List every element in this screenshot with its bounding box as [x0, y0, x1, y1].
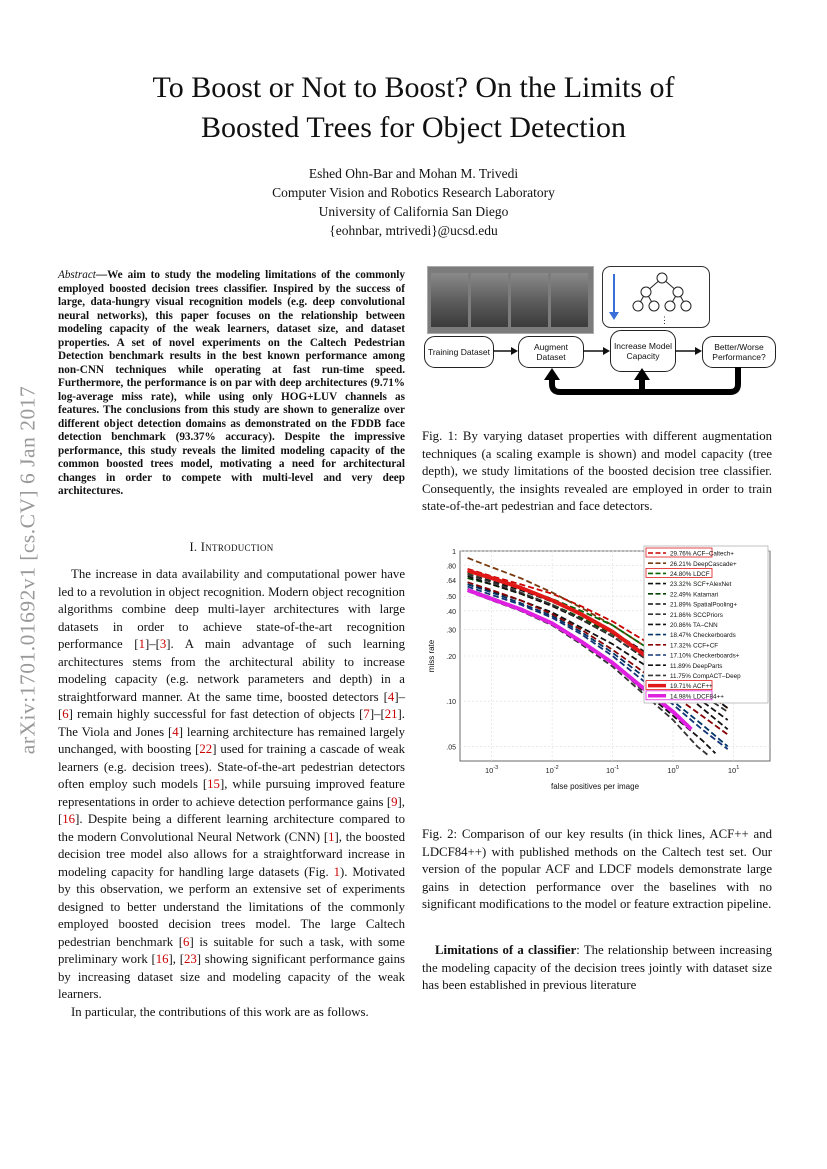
x-tick-label: $10^1$ [727, 765, 740, 775]
affiliation-lab: Computer Vision and Robotics Research Laboratory [272, 185, 555, 200]
thumbnail-image [551, 273, 588, 327]
citation-link[interactable]: 23 [183, 952, 197, 966]
y-tick-label: .40 [446, 608, 456, 616]
abstract-text: —We aim to study the modeling limitations of the commonly employed boosted decision trees classifier. Inspired by the success of large, data-hungry visual recognition models (e.g. deep convolutional neural networks), this paper focuses on the relationship between modeling capacity of the weak learners, dataset size, and dataset properties. A set of novel experiments on the Caltech Pedestrian Detection benchmark results in the best known performance among non-CNN techniques while operating at fast run-time speed. Furthermore, the performance is on par with deep architectures (9.71% log-average miss rate), while using only HOG+LUV channels as features. The conclusions from this study are shown to generalize over different object detection domains as demonstrated on the FDDB face detection benchmark (93.37% accuracy). Despite the impressive performance, this study reveals the limited modeling capacity of the common boosted trees model, motivating a need for architectural changes in order to compete with multi-level and very deep architectures. [58, 269, 405, 497]
limitations-heading: Limitations of a classifier [435, 943, 577, 957]
legend-label: 11.89% DeepParts [670, 662, 723, 670]
citation-link[interactable]: 15 [207, 777, 220, 791]
x-tick-label: $10^{-1}$ [605, 765, 620, 775]
citation-link[interactable]: 4 [172, 724, 179, 739]
title-line-2: Boosted Trees for Object Detection [201, 111, 626, 144]
legend-label: 11.75% CompACT–Deep [670, 673, 741, 680]
y-tick-label: .05 [446, 744, 456, 752]
training-dataset-box: Training Dataset [424, 336, 494, 368]
intro-paragraph-1: The increase in data availability and computational power have led to a revolution in object recognition. Modern object recognition algorithms combine deep multi-layer architectures with large datasets in order to achieve state-of-the-art recognition performance [1]–[3]. A main advantage of such learning architectures stems from the architectural ability to increase modeling capacity (e.g. network parameters and depth) in a straightforward manner. At the same time, boosted detectors [4]–[6] remain highly successful for fast detection of objects [7]–[21]. The Viola and Jones [4] learning architecture has remained largely unchanged, with boosting [22] used for training a cascade of weak learners (e.g. decision trees). State-of-the-art pedestrian detectors often employ such models [15], while pursuing improved feature representations in order to achieve detection performance gains [9], [16]. Despite being a different learning architecture compared to the modern Convolutional Neural Network (CNN) [1], the boosted decision tree model also allows for a straightforward increase in modeling capacity for handling large datasets (Fig. 1). Motivated by this observation, we perform an extensive set of experiments designed to better understand the limitations of the commonly employed boosted decision trees model. The large Caltech pedestrian benchmark [6] is suitable for such a task, with some preliminary work [16], [23] showing significant performance gains by increasing dataset size and modeling capacity of the weak learners. [58, 567, 405, 1001]
pedestrian-thumbnails [427, 266, 594, 334]
figure-2-caption: Fig. 2: Comparison of our key results (in thick lines, ACF++ and LDCF84++) with published methods on the Caltech test set. Our version of the popular ACF and LDCF models demonstrate large gains in detection performance over the baselines with no significant modifications to the model or feature extraction pipeline. [422, 827, 772, 911]
abstract [58, 269, 405, 499]
figure-2-chart [418, 543, 778, 805]
x-tick-label: $10^{-2}$ [545, 765, 559, 775]
citation-link[interactable]: 6 [183, 934, 190, 949]
legend-label: 14.98% LDCF84++ [670, 693, 724, 701]
thumbnail-image [511, 273, 548, 327]
increase-capacity-box: Increase Model Capacity [610, 330, 676, 372]
introduction-body [58, 566, 405, 1021]
section-heading-introduction [58, 540, 405, 555]
augment-dataset-box: Augment Dataset [518, 336, 584, 368]
thumbnail-image [431, 273, 468, 327]
legend-label: 20.86% TA–CNN [670, 622, 718, 629]
citation-link[interactable]: 21 [384, 707, 398, 721]
legend-label: 17.10% Checkerboards+ [670, 652, 740, 660]
y-tick-label: .50 [446, 594, 456, 602]
miss-rate-chart [418, 543, 778, 805]
y-tick-label: .30 [446, 627, 456, 635]
thumbnail-image [471, 273, 508, 327]
svg-text:⋮: ⋮ [660, 315, 669, 325]
y-tick-label: .20 [446, 654, 456, 661]
legend-label: 21.89% SpatialPooling+ [670, 601, 738, 609]
tree-depth-panel [602, 266, 710, 328]
citation-link[interactable]: 1 [328, 829, 335, 844]
x-axis-label: false positives per image [550, 782, 640, 791]
citation-link[interactable]: 1 [138, 637, 145, 651]
abstract-label: Abstract [58, 269, 96, 281]
legend-label: 26.21% DeepCascade+ [670, 560, 737, 568]
y-axis-label: miss rate [427, 639, 436, 673]
intro-paragraph-2: In particular, the contributions of this work are as follows. [71, 1004, 369, 1019]
performance-box: Better/Worse Performance? [702, 336, 776, 368]
title-line-1: To Boost or Not to Boost? On the Limits of [152, 71, 675, 104]
y-tick-label: .10 [446, 699, 456, 707]
x-tick-label: $10^{-3}$ [485, 765, 499, 775]
figure-1-caption: Fig. 1: By varying dataset properties with different augmentation techniques (a scaling example is shown) and model capacity (tree depth), we study limitations of the boosted decision tree classifier. Consequently, the insights revealed are employed in order to train state-of-the-art pedestrian and face detectors. [422, 429, 772, 513]
limitations-paragraph: Limitations of a classifier: The relationship between increasing the modeling capacity of the decision trees jointly with dataset size has been established in previous literature [422, 943, 772, 992]
legend-label: 22.49% Katamari [670, 591, 719, 599]
y-tick-label: 1 [452, 549, 456, 556]
citation-link[interactable]: 7 [363, 707, 370, 721]
figure-1-diagram [422, 266, 777, 431]
citation-link[interactable]: 3 [159, 637, 167, 651]
legend-label: 21.86% SCCPriors [670, 611, 723, 619]
section-title: Introduction [200, 540, 274, 554]
legend-label: 18.47% Checkerboards [670, 632, 736, 640]
flow-arrows [422, 326, 777, 398]
arxiv-stamp [4, 290, 52, 850]
legend-label: 23.32% SCF+AlexNet [670, 581, 732, 589]
author-block [60, 164, 767, 240]
paper-title [60, 68, 767, 148]
y-tick-label: .64 [446, 578, 456, 586]
arxiv-stamp-text: arXiv:1701.01692v1 [cs.CV] 6 Jan 2017 [15, 385, 40, 755]
citation-link[interactable]: 6 [62, 707, 69, 721]
affiliation-university: University of California San Diego [318, 204, 509, 219]
figure-link[interactable]: 1 [333, 864, 340, 879]
legend-label: 19.71% ACF++ [670, 683, 713, 691]
citation-link[interactable]: 22 [199, 742, 213, 756]
authors: Eshed Ohn-Bar and Mohan M. Trivedi [308, 166, 519, 181]
citation-link[interactable]: 16 [62, 812, 76, 826]
legend-label: 29.76% ACF–Caltech+ [670, 550, 734, 558]
section-number: I. [189, 540, 198, 554]
legend-label: 17.32% CCF+CF [670, 642, 719, 650]
legend-label: 24.80% LDCF [670, 571, 710, 578]
x-tick-label: $10^0$ [667, 765, 679, 775]
citation-link[interactable]: 9 [391, 794, 398, 809]
citation-link[interactable]: 16 [155, 952, 169, 966]
y-tick-label: .80 [446, 563, 456, 571]
author-email: {eohnbar, mtrivedi}@ucsd.edu [329, 223, 498, 238]
citation-link[interactable]: 4 [387, 689, 395, 704]
